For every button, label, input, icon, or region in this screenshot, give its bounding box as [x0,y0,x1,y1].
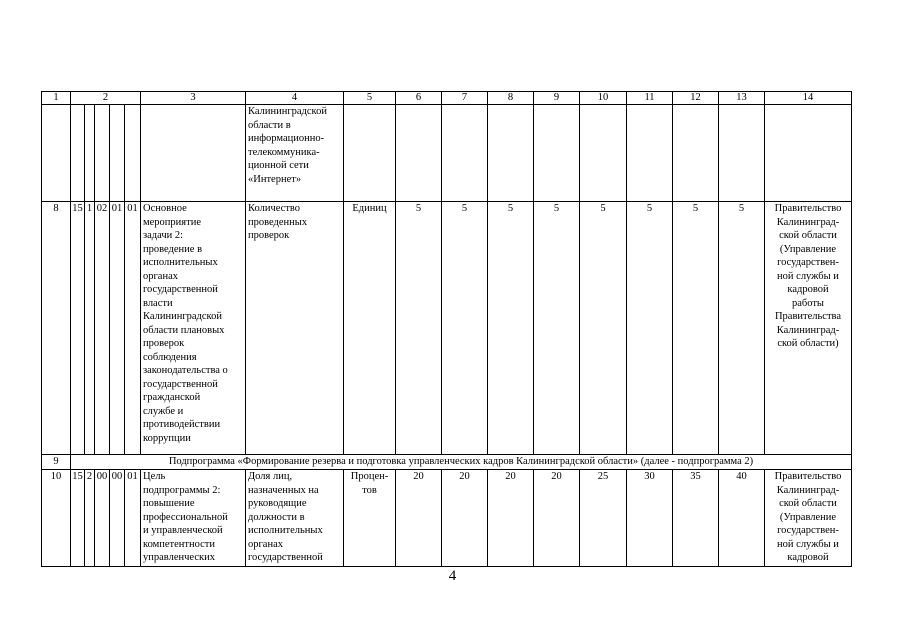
indicator-cell: Количество проведенных проверок [246,202,344,455]
value-cell: 20 [442,470,488,567]
table-header-row [42,92,852,105]
value-cell: 20 [396,470,442,567]
code-cell: 01 [110,202,125,455]
code-cell: 1 [85,202,95,455]
header-cell: 7 [442,92,488,105]
header-cell: 12 [673,92,719,105]
subprogram-row [42,455,852,470]
header-cell: 3 [141,92,246,105]
value-cell: 25 [580,470,627,567]
header-cell: 14 [765,92,852,105]
code-cell: 01 [125,202,141,455]
header-cell: 2 [71,92,141,105]
value-cell: 20 [534,470,580,567]
value-cell: 5 [488,202,534,455]
value-cell: 30 [627,470,673,567]
header-cell: 8 [488,92,534,105]
header-cell: 6 [396,92,442,105]
value-cell: 5 [442,202,488,455]
value-cell: 5 [396,202,442,455]
unit-cell: Процен- тов [344,470,396,567]
indicator-cell: Доля лиц, назначенных на руководящие должности в исполнительных органах государственной [246,470,344,567]
code-cell: 02 [95,202,110,455]
table-row [42,202,852,455]
value-cell: 35 [673,470,719,567]
header-cell: 13 [719,92,765,105]
value-cell: 5 [627,202,673,455]
activity-name-cell: Основное мероприятие задачи 2: проведение в исполнительных органах государственной власти Калининградской области плановых проверок соблюдения законодательства о государственной гражданской службе и противодействии коррупции [141,202,246,455]
value-cell: 5 [719,202,765,455]
table-row [42,470,852,567]
activity-name-cell: Цель подпрограммы 2: повышение профессиональной и управленческой компетентности управленческих [141,470,246,567]
page-number: 4 [448,568,457,584]
code-cell: 15 [71,470,85,567]
unit-cell: Единиц [344,202,396,455]
row-number: 10 [42,470,71,567]
value-cell: 20 [488,470,534,567]
subprogram-title: Подпрограмма «Формирование резерва и подготовка управленческих кадров Калининградской области» (далее - подпрограмма 2) [71,455,852,470]
value-cell: 5 [673,202,719,455]
row-number: 8 [42,202,71,455]
indicators-table [41,91,852,567]
value-cell: 5 [534,202,580,455]
code-cell: 01 [125,470,141,567]
code-cell: 2 [85,470,95,567]
value-cell: 40 [719,470,765,567]
indicator-cell: Калининградской области в информационно- телекоммуника- ционной сети «Интернет» [246,105,344,202]
responsible-cell: Правительство Калининград- ской области (Управление государствен- ной службы и кадровой работы Правительства Калининград- ской области) [765,202,852,455]
code-cell: 00 [110,470,125,567]
code-cell: 00 [95,470,110,567]
header-cell: 1 [42,92,71,105]
header-cell: 4 [246,92,344,105]
code-cell: 15 [71,202,85,455]
value-cell: 5 [580,202,627,455]
header-cell: 5 [344,92,396,105]
row-number: 9 [42,455,71,470]
table-row [42,105,852,202]
header-cell: 10 [580,92,627,105]
responsible-cell: Правительство Калининград- ской области (Управление государствен- ной службы и кадровой [765,470,852,567]
header-cell: 9 [534,92,580,105]
header-cell: 11 [627,92,673,105]
